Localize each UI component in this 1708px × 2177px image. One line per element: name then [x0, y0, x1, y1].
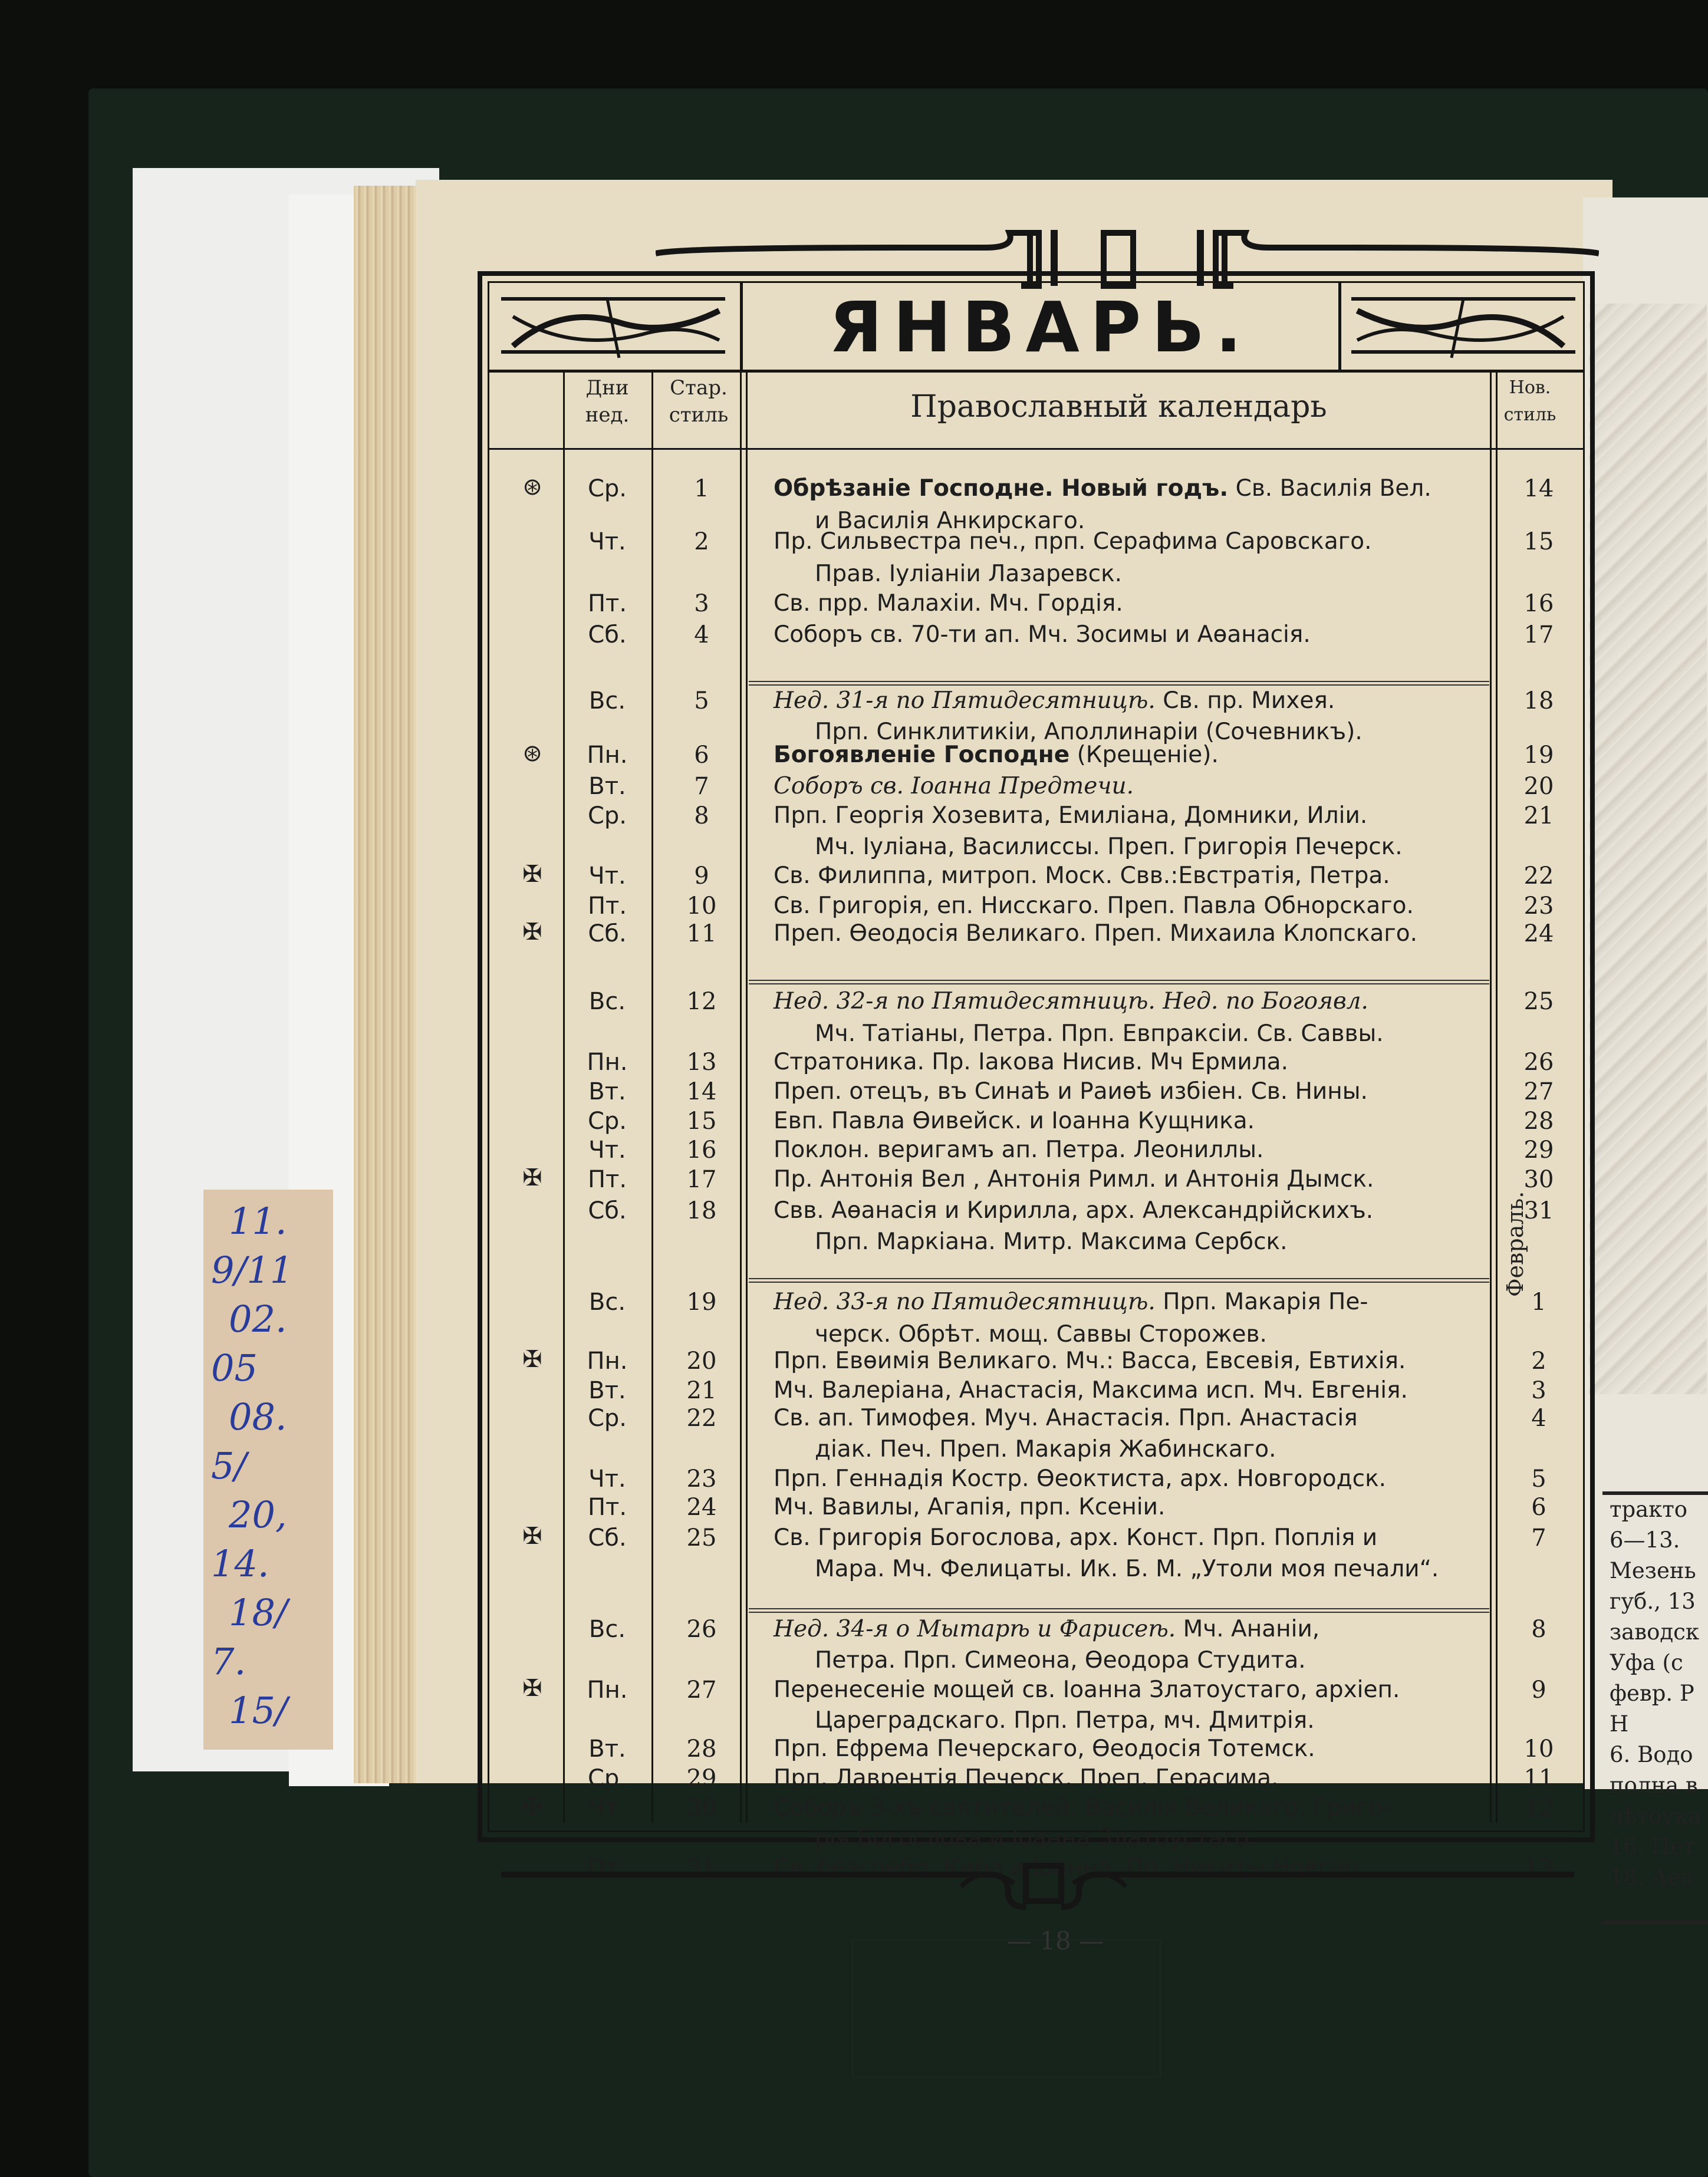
entry-text: Св. Филиппа, митроп. Моск. Свв.:Евстратія, Петра.	[774, 862, 1390, 889]
new-style-date: 5	[1531, 1465, 1546, 1493]
facing-page-line: Мезень	[1610, 1558, 1696, 1583]
entry-text: Прп. Лаврентія Печерск. Преп. Герасима.	[774, 1765, 1279, 1791]
saints-entry	[774, 988, 1368, 1015]
feast-icon: ✠	[522, 918, 542, 946]
weekday: Вс.	[588, 1289, 626, 1316]
new-style-date: 6	[1531, 1494, 1546, 1521]
saints-entry	[774, 1707, 1315, 1734]
old-style-date: 9	[694, 862, 709, 890]
entry-text: Прп. Евѳимія Великаго. Мч.: Васса, Евсевія, Евтихія.	[774, 1348, 1406, 1374]
weekday: Вт.	[588, 773, 626, 800]
saints-entry	[774, 1825, 1256, 1852]
weekday: Пт.	[587, 590, 627, 617]
weekday: Чт.	[588, 1794, 626, 1822]
old-style-date: 28	[686, 1735, 717, 1763]
col-divider	[651, 373, 653, 1823]
weekday: Ср.	[587, 1765, 627, 1792]
entry-text: Прп. Георгія Хозевита, Емиліана, Домники, Иліи.	[774, 802, 1368, 829]
new-style-date: 28	[1523, 1108, 1554, 1135]
new-style-date: 4	[1531, 1405, 1546, 1432]
handwritten-line: 5/	[211, 1444, 247, 1487]
saints-entry	[774, 1494, 1165, 1520]
weekday: Пн.	[587, 1049, 628, 1076]
old-style-date: 29	[686, 1765, 717, 1792]
new-style-date: 2	[1531, 1348, 1546, 1375]
saints-entry	[774, 621, 1311, 648]
weekday: Сб.	[588, 1197, 627, 1224]
feast-icon: ✠	[522, 1164, 542, 1191]
entry-text: Соборъ св. Іоанна Предтечи.	[774, 773, 1134, 799]
saints-entry	[774, 892, 1414, 919]
saints-entry	[774, 475, 1431, 502]
old-style-date: 13	[686, 1049, 717, 1076]
entry-text: Нед. 32-я по Пятидесятницѣ. Нед. по Богоявл.	[774, 988, 1368, 1015]
days-header-line2: нед.	[585, 403, 630, 427]
entry-text: Мч. Татіаны, Петра. Прп. Евпраксіи. Св. Саввы.	[815, 1020, 1384, 1047]
new-style-date: 3	[1531, 1377, 1546, 1404]
weekday: Пт.	[587, 1166, 627, 1193]
weekday: Пн.	[587, 742, 628, 769]
weekday: Пт.	[587, 892, 627, 920]
old-style-date: 11	[686, 920, 717, 947]
entry-text: Соборъ 3-хъ святителей: Василія Великаго, Григо-	[774, 1794, 1391, 1821]
entry-text: рія Богослова и Іоанна Златоустаго.	[815, 1825, 1256, 1852]
week-separator	[749, 980, 1489, 984]
entry-text: Св. Григорія, еп. Нисскаго. Преп. Павла Обнорскаго.	[774, 892, 1414, 919]
saints-entry	[774, 773, 1134, 799]
facing-page-line: Уфа (с	[1610, 1650, 1683, 1675]
weekday: Пн.	[587, 1348, 628, 1375]
entry-text: Цареградскаго. Прп. Петра, мч. Дмитрія.	[815, 1707, 1315, 1734]
handwritten-line: 05	[211, 1346, 258, 1389]
new-style-date: 29	[1523, 1137, 1554, 1164]
old-style-date: 30	[686, 1794, 717, 1822]
weekday: Сб.	[588, 920, 627, 947]
entry-text: Прп. Геннадія Костр. Ѳеоктиста, арх. Новгородск.	[774, 1465, 1387, 1492]
facing-page-line: 6—13.	[1610, 1527, 1680, 1553]
feast-icon: ⊛	[522, 740, 542, 767]
saints-entry	[774, 742, 1219, 768]
feast-icon: ✠	[522, 1793, 542, 1820]
new-style-date: 7	[1531, 1524, 1546, 1552]
new-style-date: 10	[1523, 1735, 1554, 1763]
new-style-date: 11	[1523, 1765, 1554, 1792]
saints-entry	[774, 1197, 1373, 1224]
new-style-date: 27	[1523, 1078, 1554, 1105]
header-ornament-left	[489, 281, 737, 370]
entry-text: Прп. Синклитикіи, Аполлинаріи (Сочевникъ).	[815, 719, 1363, 745]
entry-text: діак. Печ. Преп. Макарія Жабинскаго.	[815, 1436, 1276, 1463]
old-style-date: 7	[694, 773, 709, 800]
weekday: Вт.	[588, 1078, 626, 1105]
saints-entry	[774, 1020, 1384, 1047]
saints-entry	[774, 1765, 1278, 1791]
entry-text: черск. Обрѣт. мощ. Саввы Сторожев.	[815, 1321, 1267, 1348]
saints-entry	[774, 834, 1403, 860]
facing-page-text	[1610, 1494, 1702, 1893]
entry-text: Преп. отецъ, въ Синаѣ и Раиѳѣ избіен. Св. Нины.	[774, 1078, 1368, 1105]
new-style-date: 24	[1523, 920, 1554, 947]
facing-page-line: заводск	[1610, 1619, 1699, 1645]
entry-text: Нед. 33-я по Пятидесятницѣ.	[774, 1289, 1156, 1315]
weekday: Ср.	[587, 802, 627, 829]
saints-entry	[774, 1405, 1358, 1431]
weekday: Ср.	[587, 1108, 627, 1135]
old-style-date: 1	[694, 475, 709, 502]
weekday: Пт.	[587, 1855, 627, 1882]
new-style-date: 15	[1523, 528, 1554, 555]
entry-text: Нед. 34-я о Мытарѣ и Фарисеѣ.	[774, 1616, 1176, 1642]
feast-icon: ✠	[522, 1523, 542, 1550]
new-style-date: 13	[1523, 1855, 1554, 1882]
saints-entry	[774, 1524, 1377, 1551]
new-style-date: 22	[1523, 862, 1554, 890]
saints-entry	[774, 920, 1417, 947]
weekday: Вс.	[588, 687, 626, 714]
old-style-date: 10	[686, 892, 717, 920]
col-divider	[746, 373, 748, 1823]
handwritten-line: 9/11	[211, 1249, 294, 1292]
entry-text: Прп. Маркіана. Митр. Максима Сербск.	[815, 1229, 1288, 1255]
entry-text: Петра. Прп. Симеона, Ѳеодора Студита.	[815, 1647, 1306, 1674]
new-header-line1: Нов.	[1509, 377, 1551, 398]
saints-entry	[774, 1735, 1315, 1762]
weekday: Вс.	[588, 1616, 626, 1643]
saints-entry	[774, 1377, 1408, 1404]
week-separator	[749, 1608, 1489, 1613]
entry-text: Св. Григорія Богослова, арх. Конст. Прп. Поплія и	[774, 1524, 1378, 1551]
new-style-date: 31	[1523, 1197, 1554, 1224]
old-header-line2: стиль	[669, 403, 729, 427]
old-style-date: 12	[686, 988, 717, 1015]
weekday: Чт.	[588, 1465, 626, 1493]
old-style-date: 18	[686, 1197, 717, 1224]
entry-text: Мч. Іуліана, Василиссы. Преп. Григорія Печерск.	[815, 834, 1403, 860]
facing-page-line: 18. Аеа	[1610, 1865, 1694, 1890]
header-ornament-right	[1345, 281, 1581, 370]
saints-entry	[774, 1108, 1255, 1134]
entry-text: Стратоника. Пр. Іакова Нисив. Мч Ермила.	[774, 1049, 1288, 1075]
entry-text: Прав. Іуліаніи Лазаревск.	[815, 561, 1123, 587]
new-style-date: 16	[1523, 590, 1554, 617]
saints-entry	[774, 1348, 1406, 1374]
saints-entry	[774, 1616, 1319, 1642]
entry-text: Поклон. веригамъ ап. Петра. Леониллы.	[774, 1137, 1264, 1163]
entry-text: Св. ап. Тимофея. Муч. Анастасія. Прп. Анастасія	[774, 1405, 1358, 1431]
new-header-line2: стиль	[1503, 404, 1556, 425]
weekday: Сб.	[588, 621, 627, 648]
facing-page-rule-bottom	[1602, 1921, 1708, 1924]
old-style-date: 3	[694, 590, 709, 617]
new-style-date: 23	[1523, 892, 1554, 920]
week-separator	[749, 681, 1489, 686]
handwritten-line: 7.	[211, 1640, 246, 1683]
old-style-date: 5	[694, 687, 709, 714]
saints-entry	[774, 1647, 1306, 1674]
new-style-date: 8	[1531, 1616, 1546, 1643]
entry-text: Мч. Валеріана, Анастасія, Максима исп. Мч. Евгенія.	[774, 1377, 1408, 1404]
old-style-date: 27	[686, 1677, 717, 1704]
saints-entry	[774, 1078, 1368, 1105]
weekday: Чт.	[588, 862, 626, 890]
old-style-date: 24	[686, 1494, 717, 1521]
saints-entry	[774, 687, 1335, 714]
month-title: ЯНВАРЬ.	[828, 286, 1253, 368]
entry-text: Св. прр. Малахіи. Мч. Гордія.	[774, 590, 1123, 617]
handwritten-line: 02.	[229, 1297, 287, 1341]
page-edges	[354, 186, 424, 1783]
entry-text: Свв. Аѳанасія и Кирилла, арх. Александрійскихъ.	[774, 1197, 1374, 1224]
old-style-date: 6	[694, 742, 709, 769]
entry-text: и Василія Анкирскаго.	[815, 508, 1085, 534]
old-style-date: 16	[686, 1137, 717, 1164]
entry-text: Св. Василія Вел.	[1228, 475, 1431, 502]
old-header-line1: Стар.	[670, 376, 728, 400]
faded-stamp	[852, 1939, 1161, 2077]
new-style-date: 19	[1523, 742, 1554, 769]
old-style-date: 31	[686, 1855, 717, 1882]
handwritten-line: 20,	[229, 1493, 287, 1536]
week-separator	[749, 1278, 1489, 1283]
col-divider	[1490, 373, 1492, 1823]
facing-page-line: лѣтоука	[1610, 1803, 1702, 1829]
old-style-date: 2	[694, 528, 709, 555]
old-style-date: 4	[694, 621, 709, 648]
february-label: Февраль.	[1502, 1191, 1528, 1297]
entry-text: Евп. Павла Ѳивейск. и Іоанна Кущника.	[774, 1108, 1255, 1134]
feast-icon: ✠	[522, 861, 542, 888]
saints-entry	[774, 1677, 1400, 1703]
new-style-date: 17	[1523, 621, 1554, 648]
feast-icon: ✠	[522, 1346, 542, 1373]
weekday: Чт.	[588, 1137, 626, 1164]
old-style-date: 25	[686, 1524, 717, 1552]
facing-page-illustration	[1589, 304, 1707, 1394]
facing-page-line: полна в	[1610, 1773, 1698, 1798]
old-style-date: 19	[686, 1289, 717, 1316]
handwritten-line: 08.	[229, 1395, 287, 1438]
handwritten-line: 18/	[229, 1591, 288, 1634]
saints-entry	[774, 802, 1367, 829]
entry-text: Пр. Сильвестра печ., прп. Серафима Саровскаго.	[774, 528, 1372, 555]
col-divider	[563, 373, 565, 1823]
old-style-header	[654, 374, 743, 429]
entry-text: Богоявленіе Господне	[774, 742, 1070, 768]
saints-entry	[774, 1137, 1263, 1163]
weekday: Чт.	[588, 528, 626, 555]
new-style-date: 1	[1531, 1289, 1546, 1316]
bottom-ornament	[501, 1851, 1574, 1916]
page-number: — 18 —	[1006, 1926, 1104, 1955]
weekday: Пт.	[587, 1494, 627, 1521]
facing-page-line: тракто	[1610, 1497, 1688, 1522]
entry-text: Мч. Ананіи,	[1176, 1616, 1320, 1642]
new-style-date: 20	[1523, 773, 1554, 800]
handwritten-notes	[205, 1197, 332, 1735]
feast-icon: ⊛	[522, 473, 542, 500]
new-style-date: 26	[1523, 1049, 1554, 1076]
new-style-date: 18	[1523, 687, 1554, 714]
saints-entry	[774, 1289, 1368, 1315]
new-style-date: 25	[1523, 988, 1554, 1015]
handwritten-line: 11.	[229, 1200, 287, 1243]
header-bottom-rule	[489, 448, 1585, 450]
old-style-date: 26	[686, 1616, 717, 1643]
old-style-date: 15	[686, 1108, 717, 1135]
saints-entry	[774, 1049, 1288, 1075]
new-style-date: 9	[1531, 1677, 1546, 1704]
weekday: Ср.	[587, 1405, 627, 1432]
entry-text: Св. безсребр. Кира и Іоанна. Пр. Никиты Новгор.	[774, 1855, 1366, 1881]
saints-entry	[774, 590, 1123, 617]
days-header-line1: Дни	[585, 376, 629, 400]
saints-entry	[774, 862, 1390, 889]
entry-text: Св. пр. Михея.	[1155, 687, 1335, 714]
weekday: Сб.	[588, 1524, 627, 1552]
handwritten-line: 15/	[229, 1689, 288, 1732]
facing-page-line: 6. Водо	[1610, 1742, 1693, 1767]
new-style-header	[1492, 374, 1568, 429]
days-header	[563, 374, 651, 429]
saints-entry	[774, 528, 1372, 555]
saints-entry	[774, 1321, 1267, 1348]
saints-entry	[774, 561, 1122, 587]
entry-text: Мара. Мч. Фелицаты. Ик. Б. М. „Утоли моя печали“.	[815, 1556, 1439, 1582]
entry-text: Соборъ св. 70-ти ап. Мч. Зосимы и Аѳанасія.	[774, 621, 1311, 648]
saints-entry	[774, 1794, 1391, 1821]
entry-text: Нед. 31-я по Пятидесятницѣ.	[774, 687, 1156, 714]
entry-text: Прп. Макарія Пе-	[1155, 1289, 1368, 1315]
facing-page-line: Н	[1610, 1711, 1629, 1737]
saints-entry	[774, 1229, 1287, 1255]
new-style-date: 12	[1523, 1794, 1554, 1822]
col-divider	[740, 373, 742, 1823]
entry-text: Преп. Ѳеодосія Великаго. Преп. Михаила Клопскаго.	[774, 920, 1418, 947]
old-style-date: 17	[686, 1166, 717, 1193]
old-style-date: 21	[686, 1377, 717, 1404]
saints-entry	[774, 1465, 1386, 1492]
weekday: Вт.	[588, 1735, 626, 1763]
old-style-date: 23	[686, 1465, 717, 1493]
col-divider	[1496, 373, 1498, 1823]
entry-text: Мч. Вавилы, Агапія, прп. Ксеніи.	[774, 1494, 1166, 1520]
weekday: Вт.	[588, 1377, 626, 1404]
weekday: Ср.	[587, 475, 627, 502]
saints-entry	[774, 1556, 1439, 1582]
old-style-date: 14	[686, 1078, 717, 1105]
saints-entry	[774, 1436, 1276, 1463]
handwritten-line: 14.	[211, 1542, 269, 1585]
calendar-header: Православный календарь	[910, 389, 1327, 424]
facing-page-line: 16. Пет	[1610, 1834, 1696, 1859]
old-style-date: 20	[686, 1348, 717, 1375]
saints-entry	[774, 1166, 1374, 1193]
new-style-date: 14	[1523, 475, 1554, 502]
weekday: Вс.	[588, 988, 626, 1015]
weekday: Пн.	[587, 1677, 628, 1704]
entry-text: Перенесеніе мощей св. Іоанна Златоустаго, архіеп.	[774, 1677, 1400, 1703]
new-style-date: 30	[1523, 1166, 1554, 1193]
old-style-date: 22	[686, 1405, 717, 1432]
facing-page-line: февр. Р	[1610, 1681, 1694, 1706]
entry-text: (Крещеніе).	[1069, 742, 1219, 768]
entry-text: Пр. Антонія Вел , Антонія Римл. и Антонія Дымск.	[774, 1166, 1374, 1193]
new-style-date: 21	[1523, 802, 1554, 829]
entry-text: Обрѣзаніе Господне. Новый годъ.	[774, 475, 1229, 502]
feast-icon: ✠	[522, 1675, 542, 1702]
entry-text: Прп. Ефрема Печерскаго, Ѳеодосія Тотемск.	[774, 1735, 1315, 1762]
old-style-date: 8	[694, 802, 709, 829]
facing-page-line: губ., 13	[1610, 1589, 1696, 1614]
